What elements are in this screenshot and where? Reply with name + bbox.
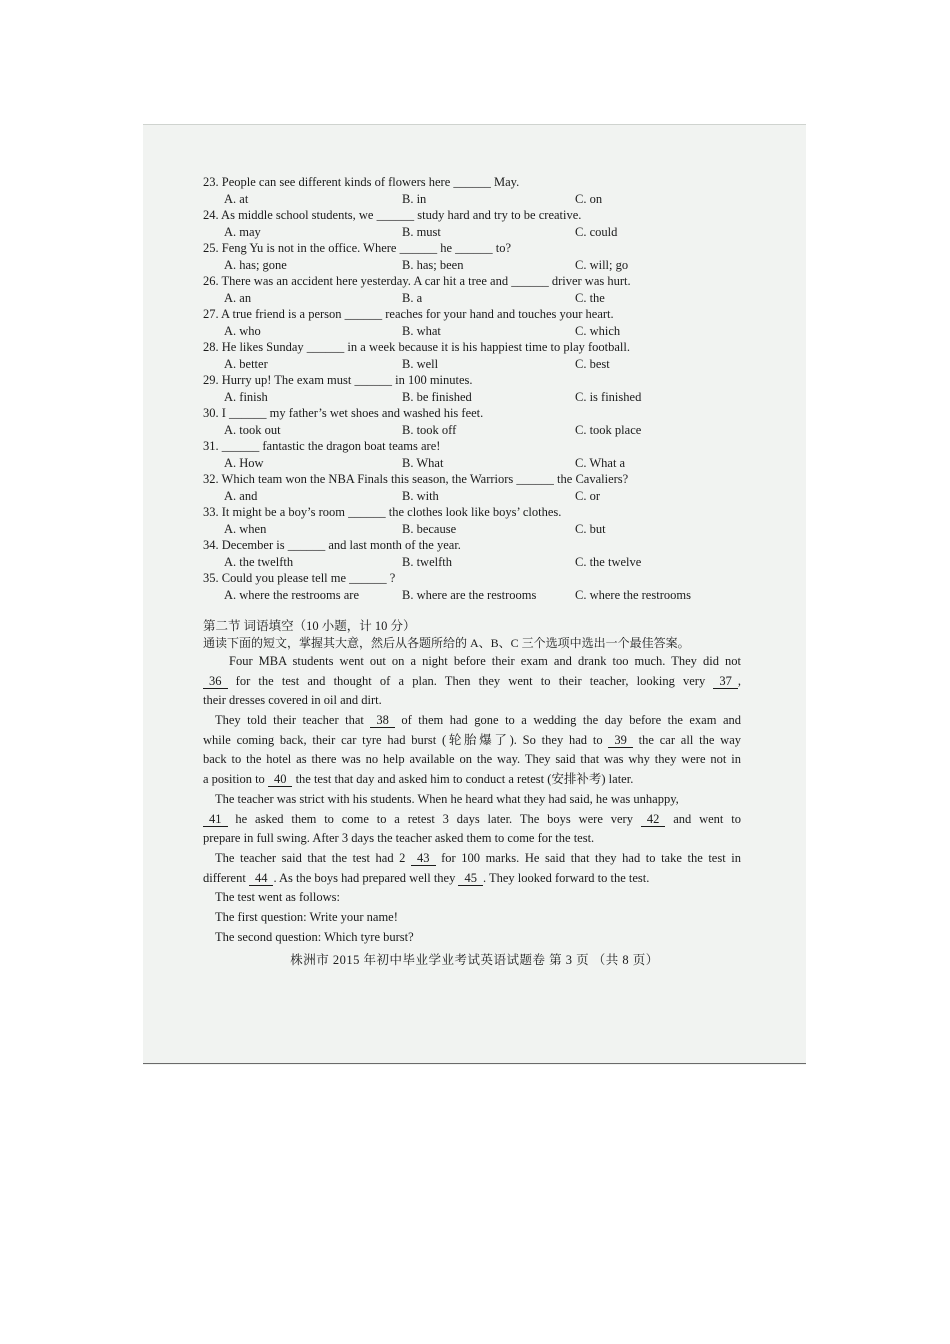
option-b: B. what — [402, 323, 441, 338]
passage-line — [203, 888, 741, 908]
option-c: C. will; go — [575, 257, 629, 272]
option-b: B. What — [402, 455, 444, 470]
option-c: C. which — [575, 323, 621, 338]
option-b: B. in — [402, 191, 427, 206]
passage-line — [203, 829, 741, 849]
passage-text: . As the boys had prepared well they — [273, 870, 459, 885]
blank-39: 39 — [608, 734, 633, 748]
question-options — [203, 224, 748, 241]
option-a: A. the twelfth — [224, 554, 294, 569]
passage-line — [203, 849, 741, 869]
passage-line — [203, 691, 741, 711]
question-options — [203, 455, 748, 472]
passage-text: for the test and thought of a plan. Then they went to their teacher, looking very — [227, 673, 714, 688]
passage-text: They told their teacher that — [215, 713, 371, 728]
passage-line — [203, 750, 741, 770]
blank-40: 40 — [268, 773, 293, 787]
question-stem: 32. Which team won the NBA Finals this season, the Warriors ______ the Cavaliers? — [203, 472, 629, 486]
question-31 — [203, 438, 748, 471]
passage-line — [203, 672, 741, 692]
option-c: C. could — [575, 224, 618, 239]
option-a: A. when — [224, 521, 267, 536]
blank-43: 43 — [411, 852, 436, 866]
question-stem: 24. As middle school students, we ______ study hard and try to be creative. — [203, 208, 582, 222]
passage-line — [203, 731, 741, 751]
passage-text: the test that day and asked him to conduct a retest (安排补考) later. — [292, 772, 634, 787]
question-options — [203, 587, 748, 604]
question-stem: 29. Hurry up! The exam must ______ in 100 minutes. — [203, 373, 473, 387]
passage-text: the car all the way — [632, 732, 741, 747]
question-options — [203, 191, 748, 208]
option-b: B. took off — [402, 422, 457, 437]
passage-line — [203, 652, 741, 672]
option-c: C. the — [575, 290, 605, 305]
passage-line — [203, 790, 741, 810]
passage-text: while coming back, their car tyre had burst (轮胎爆了). So they had to — [203, 732, 609, 747]
option-c: C. but — [575, 521, 606, 536]
passage-text: , — [737, 673, 741, 688]
option-a: A. and — [224, 488, 258, 503]
section-header — [203, 618, 748, 652]
question-stem: 35. Could you please tell me ______ ? — [203, 571, 396, 585]
question-35 — [203, 570, 748, 603]
question-26 — [203, 273, 748, 306]
question-options — [203, 488, 748, 505]
option-c: C. What a — [575, 455, 626, 470]
question-stem: 34. December is ______ and last month of the year. — [203, 538, 461, 552]
option-a: A. took out — [224, 422, 281, 437]
passage-line — [203, 928, 741, 948]
question-stem: 26. There was an accident here yesterday. A car hit a tree and ______ driver was hurt. — [203, 274, 631, 288]
passage-text: different — [203, 870, 249, 885]
question-options — [203, 389, 748, 406]
option-a: A. at — [224, 191, 249, 206]
question-stem: 27. A true friend is a person ______ reaches for your hand and touches your heart. — [203, 307, 614, 321]
question-28 — [203, 339, 748, 372]
passage-text: The second question: Which tyre burst? — [215, 929, 414, 944]
question-24 — [203, 207, 748, 240]
option-a: A. may — [224, 224, 261, 239]
blank-41: 41 — [203, 813, 228, 827]
passage-text: and went to — [665, 811, 741, 826]
passage-text: prepare in full swing. After 3 days the teacher asked them to come for the test. — [203, 831, 595, 846]
question-34 — [203, 537, 748, 570]
passage-line — [203, 770, 741, 790]
option-c: C. best — [575, 356, 610, 371]
question-30 — [203, 405, 748, 438]
option-c: C. took place — [575, 422, 642, 437]
question-stem: 33. It might be a boy’s room ______ the clothes look like boys’ clothes. — [203, 505, 562, 519]
blank-42: 42 — [641, 813, 666, 827]
option-a: A. has; gone — [224, 257, 287, 272]
passage-line — [203, 711, 741, 731]
question-32 — [203, 471, 748, 504]
page-footer: 株洲市 2015 年初中毕业学业考试英语试题卷 第 3 页 （共 8 页） — [290, 953, 659, 967]
blank-36: 36 — [203, 675, 228, 689]
passage-text: for 100 marks. He said that they had to take the test in — [435, 850, 741, 865]
option-b: B. because — [402, 521, 457, 536]
passage-text: a position to — [203, 772, 268, 787]
option-a: A. better — [224, 356, 268, 371]
passage-line — [203, 869, 741, 889]
option-b: B. be finished — [402, 389, 472, 404]
passage-text: The first question: Write your name! — [215, 909, 398, 924]
question-23 — [203, 174, 748, 207]
passage-text: back to the hotel as there was no help available on the way. They said that was why they were not in — [203, 752, 741, 767]
passage-text: of them had gone to a wedding the day before the exam and — [394, 713, 741, 728]
option-b: B. a — [402, 290, 423, 305]
passage-text: he asked them to come to a retest 3 days later. The boys were very — [227, 811, 641, 826]
question-options — [203, 257, 748, 274]
blank-38: 38 — [370, 714, 395, 728]
question-25 — [203, 240, 748, 273]
passage-text: The test went as follows: — [215, 890, 340, 905]
question-options — [203, 356, 748, 373]
question-stem: 28. He likes Sunday ______ in a week because it is his happiest time to play football. — [203, 340, 631, 354]
question-stem: 25. Feng Yu is not in the office. Where ______ he ______ to? — [203, 241, 512, 255]
option-a: A. where the restrooms are — [224, 587, 360, 602]
question-stem: 30. I ______ my father’s wet shoes and washed his feet. — [203, 406, 484, 420]
passage-line — [203, 810, 741, 830]
option-a: A. finish — [224, 389, 268, 404]
blank-37: 37 — [713, 675, 738, 689]
option-c: C. is finished — [575, 389, 642, 404]
question-options — [203, 521, 748, 538]
option-b: B. with — [402, 488, 439, 503]
option-b: B. well — [402, 356, 439, 371]
passage-text: their dresses covered in oil and dirt. — [203, 693, 382, 708]
blank-45: 45 — [458, 872, 483, 886]
blank-44: 44 — [249, 872, 274, 886]
question-options — [203, 554, 748, 571]
option-b: B. twelfth — [402, 554, 452, 569]
option-b: B. has; been — [402, 257, 464, 272]
question-27 — [203, 306, 748, 339]
option-c: C. or — [575, 488, 600, 503]
passage-text: The teacher was strict with his students. When he heard what they had said, he was unhappy, — [215, 791, 679, 806]
section-instruction: 通读下面的短文，掌握其大意，然后从各题所给的 A、B、C 三个选项中选出一个最佳答案。 — [203, 636, 690, 650]
option-a: A. an — [224, 290, 252, 305]
question-options — [203, 422, 748, 439]
section-title: 第二节 词语填空（10 小题，计 10 分） — [203, 619, 416, 633]
question-stem: 23. People can see different kinds of flowers here ______ May. — [203, 175, 520, 189]
option-c: C. the twelve — [575, 554, 642, 569]
passage-text: Four MBA students went out on a night before their exam and drank too much. They did not — [229, 654, 741, 668]
option-b: B. where are the restrooms — [402, 587, 537, 602]
passage-text: The teacher said that the test had 2 — [215, 850, 411, 865]
option-c: C. where the restrooms — [575, 587, 691, 602]
question-33 — [203, 504, 748, 537]
option-a: A. who — [224, 323, 261, 338]
passage-line — [203, 908, 741, 928]
passage-text: . They looked forward to the test. — [482, 870, 650, 885]
cloze-passage — [203, 652, 741, 947]
question-list — [203, 174, 748, 603]
page-edge-line — [143, 1063, 806, 1064]
option-a: A. How — [224, 455, 264, 470]
question-options — [203, 323, 748, 340]
question-stem: 31. ______ fantastic the dragon boat teams are! — [203, 439, 441, 453]
option-c: C. on — [575, 191, 603, 206]
question-options — [203, 290, 748, 307]
question-29 — [203, 372, 748, 405]
option-b: B. must — [402, 224, 441, 239]
